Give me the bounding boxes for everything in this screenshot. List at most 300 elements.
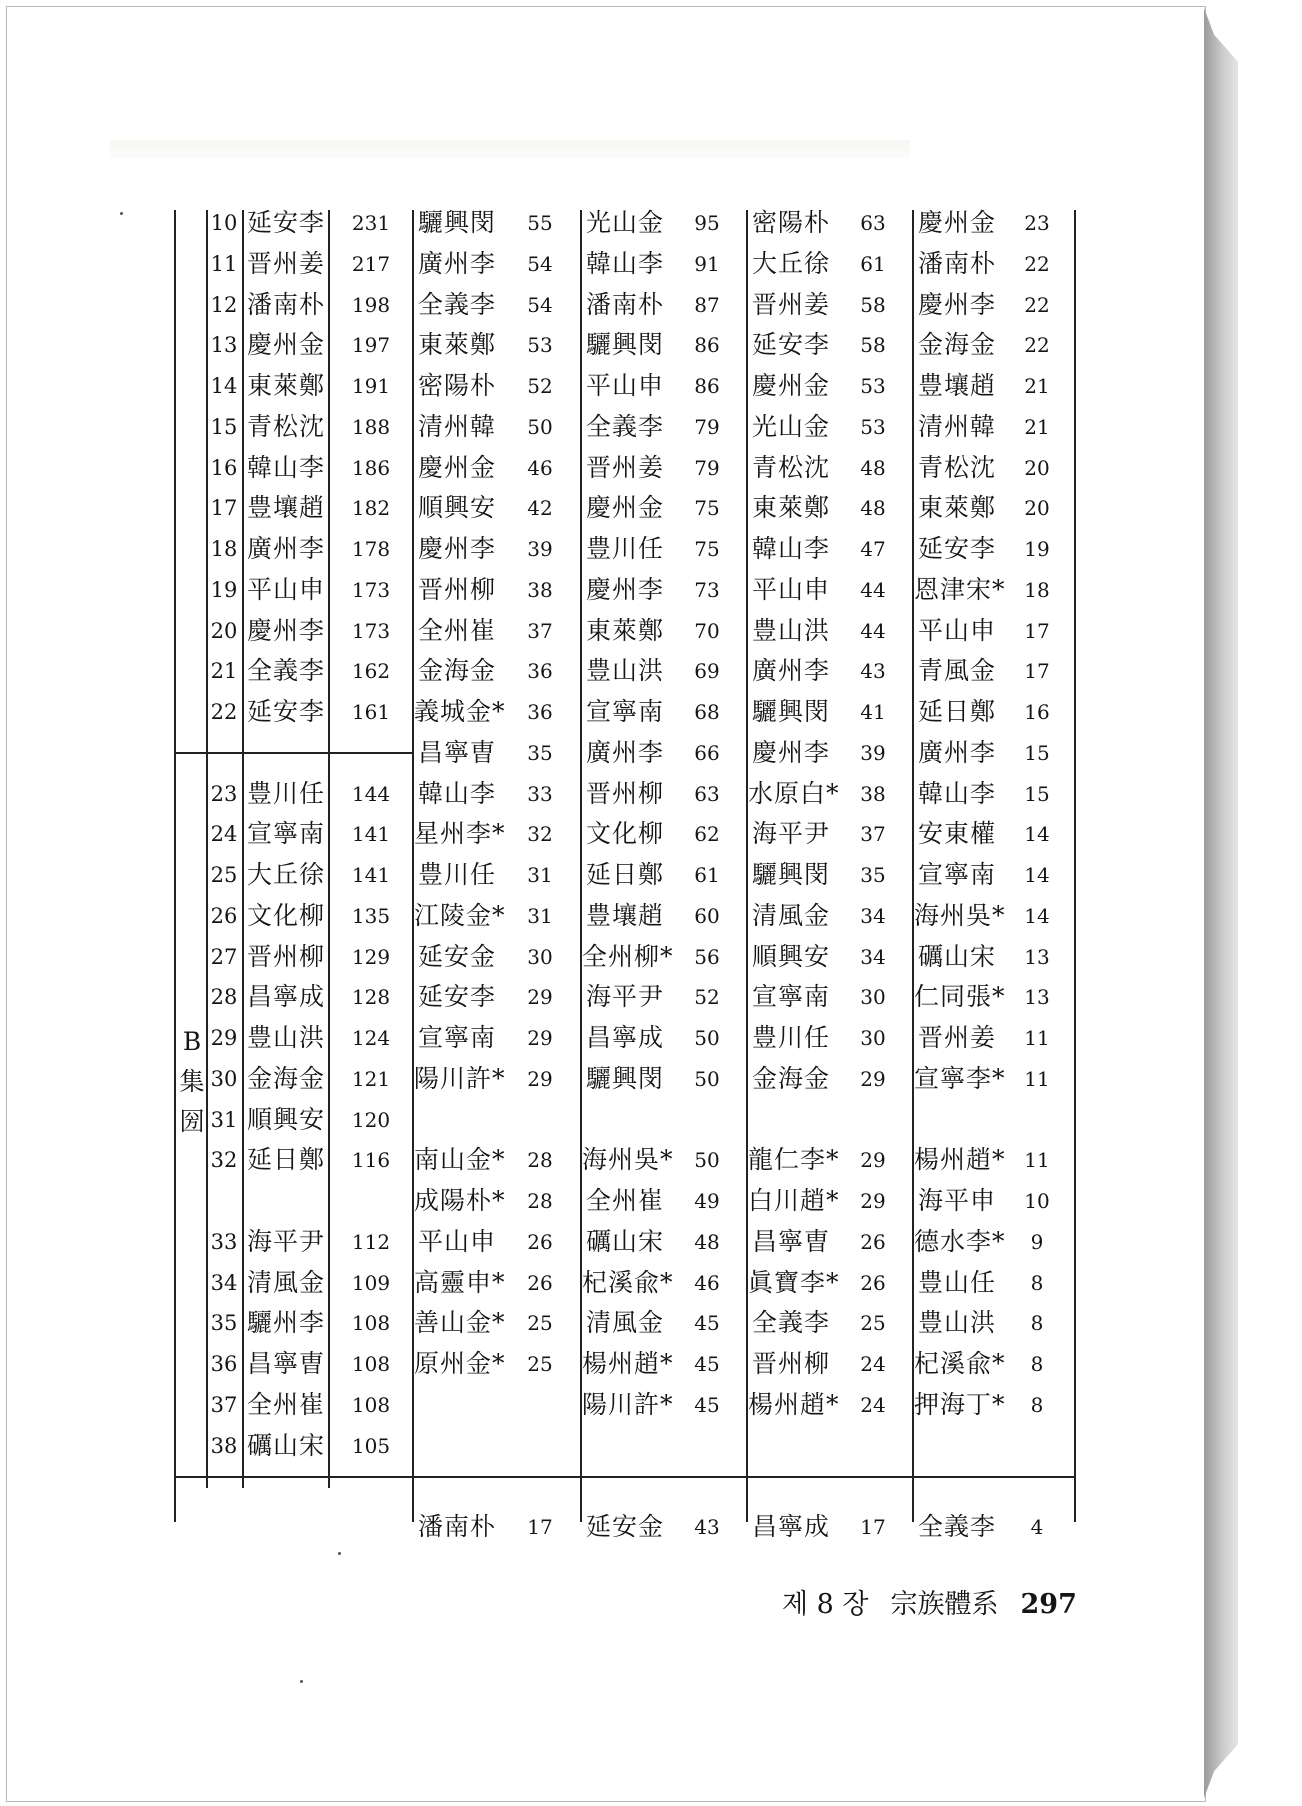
clan-name: 豊川任 (246, 778, 325, 808)
clan-name: 宣寧南 (585, 697, 664, 726)
household-count: 23 (1024, 211, 1050, 235)
clan-name: 平山申 (585, 371, 664, 400)
household-count: 25 (527, 1352, 553, 1376)
rank-number: 12 (210, 292, 238, 317)
scan-speck (120, 212, 123, 215)
clan-name: 平山申 (417, 1226, 496, 1256)
clan-name: 清風金 (246, 1267, 325, 1297)
clan-name: 豊川任 (751, 1023, 830, 1052)
household-count: 79 (694, 455, 720, 480)
rank-number: 23 (210, 781, 238, 806)
table-rule (1074, 210, 1076, 1522)
household-count: 50 (694, 1026, 720, 1050)
household-count: 8 (1030, 1392, 1044, 1417)
household-count: 105 (351, 1433, 391, 1458)
rank-number: 36 (210, 1352, 238, 1376)
clan-name: 大丘徐 (246, 860, 325, 889)
household-count: 31 (527, 863, 553, 887)
clan-name: 海平尹 (246, 1226, 325, 1256)
rank-number: 20 (210, 618, 238, 643)
household-count: 30 (527, 944, 553, 969)
clan-name: 昌寧曺 (246, 1349, 325, 1378)
household-count: 46 (527, 455, 553, 480)
household-count: 217 (351, 251, 391, 276)
table-rule (174, 1476, 1074, 1478)
household-count: 18 (1024, 577, 1050, 602)
household-count: 50 (694, 1066, 720, 1091)
clan-name: 慶州金 (917, 208, 996, 237)
rank-number: 10 (210, 211, 238, 235)
household-count: 20 (1024, 496, 1050, 521)
clan-name: 清風金 (751, 900, 830, 930)
clan-name: 全州柳* (582, 941, 674, 971)
household-count: 29 (527, 985, 553, 1010)
rank-number: 35 (210, 1311, 238, 1336)
clan-name: 延日鄭 (246, 1145, 325, 1175)
clan-name: 宣寧南 (246, 819, 325, 849)
rank-number: 25 (210, 863, 238, 887)
household-count: 21 (1024, 374, 1050, 398)
clan-name: 豊川任 (585, 534, 664, 563)
household-count: 124 (351, 1026, 391, 1050)
household-count: 42 (527, 496, 553, 521)
household-count: 50 (527, 414, 553, 439)
household-count: 9 (1030, 1229, 1044, 1254)
clan-name: 龍仁李* (748, 1145, 840, 1175)
clan-name: 義城金* (414, 697, 506, 726)
household-count: 162 (351, 659, 391, 684)
clan-name: 水原白* (748, 778, 840, 808)
household-count: 8 (1030, 1352, 1044, 1376)
household-count: 43 (694, 1515, 720, 1539)
household-count: 48 (694, 1229, 720, 1254)
household-count: 116 (351, 1148, 391, 1173)
clan-name: 慶州李 (417, 534, 496, 563)
clan-name: 韓山李 (585, 248, 664, 278)
clan-name: 廣州李 (246, 534, 325, 563)
clan-name: 延安李 (417, 982, 496, 1012)
clan-name: 星州李* (414, 819, 506, 849)
clan-name: 金海金 (917, 330, 996, 360)
clan-name: 全州崔 (417, 615, 496, 645)
group-label-char: 圀 (179, 1107, 205, 1136)
household-count: 58 (860, 292, 886, 317)
clan-name: 晋州柳 (751, 1349, 830, 1378)
rank-number: 33 (210, 1229, 238, 1254)
clan-name: 恩津宋* (914, 574, 1006, 604)
clan-name: 東萊鄭 (246, 371, 325, 400)
clan-name: 杞溪兪* (914, 1349, 1006, 1378)
clan-name: 清州韓 (917, 411, 996, 441)
rank-number: 31 (210, 1107, 238, 1132)
clan-name: 豊壤趙 (917, 371, 996, 400)
household-count: 8 (1030, 1270, 1044, 1295)
clan-name: 宣寧南 (751, 982, 830, 1012)
household-count: 75 (694, 496, 720, 521)
rank-number: 38 (210, 1433, 238, 1458)
clan-name: 慶州金 (585, 493, 664, 523)
clan-name: 平山申 (917, 615, 996, 645)
clan-name: 晋州柳 (417, 574, 496, 604)
clan-name: 全義李 (417, 289, 496, 319)
clan-name: 原州金* (414, 1349, 506, 1378)
household-count: 63 (860, 211, 886, 235)
household-count: 197 (351, 333, 391, 358)
household-count: 35 (860, 863, 886, 887)
household-count: 26 (860, 1270, 886, 1295)
household-count: 54 (527, 292, 553, 317)
household-count: 11 (1024, 1026, 1050, 1050)
clan-name: 仁同張* (914, 982, 1006, 1012)
clan-name: 杞溪兪* (582, 1267, 674, 1297)
clan-name: 楊州趙* (914, 1145, 1006, 1175)
household-count: 182 (351, 496, 391, 521)
clan-name: 延日鄭 (585, 860, 664, 889)
household-count: 63 (694, 781, 720, 806)
clan-name: 海平尹 (585, 982, 664, 1012)
clan-name: 順興安 (417, 493, 496, 523)
clan-name: 驪州李 (246, 1308, 325, 1338)
household-count: 29 (860, 1189, 886, 1213)
household-count: 21 (1024, 414, 1050, 439)
chapter-label: 제 8 장 (782, 1589, 869, 1620)
clan-name: 平山申 (246, 574, 325, 604)
household-count: 45 (694, 1352, 720, 1376)
household-count: 66 (694, 740, 720, 765)
household-count: 161 (351, 700, 391, 724)
clan-name: 慶州李 (751, 737, 830, 767)
household-count: 38 (527, 577, 553, 602)
household-count: 24 (860, 1352, 886, 1376)
rank-number: 27 (210, 944, 238, 969)
household-count: 30 (860, 1026, 886, 1050)
household-count: 54 (527, 251, 553, 276)
household-count: 41 (860, 700, 886, 724)
clan-name: 陽川許* (582, 1389, 674, 1419)
clan-name: 海平尹 (751, 819, 830, 849)
household-count: 26 (527, 1270, 553, 1295)
rank-number: 30 (210, 1066, 238, 1091)
clan-name: 楊州趙* (748, 1389, 840, 1419)
household-count: 48 (860, 455, 886, 480)
rank-number: 26 (210, 903, 238, 928)
household-count: 34 (860, 903, 886, 928)
clan-name: 豊山洪 (751, 615, 830, 645)
household-count: 14 (1024, 903, 1050, 928)
clan-name: 宣寧李* (914, 1063, 1006, 1093)
rank-number: 22 (210, 700, 238, 724)
household-count: 15 (1024, 781, 1050, 806)
household-count: 10 (1024, 1189, 1050, 1213)
clan-name: 礪山宋 (246, 1430, 325, 1460)
household-count: 26 (527, 1229, 553, 1254)
clan-name: 潘南朴 (246, 289, 325, 319)
clan-name: 密陽朴 (417, 371, 496, 400)
clan-name: 順興安 (246, 1104, 325, 1134)
clan-name: 潘南朴 (585, 289, 664, 319)
household-count: 37 (860, 822, 886, 847)
rank-number: 34 (210, 1270, 238, 1295)
page-edge-shadow (1204, 8, 1238, 1798)
clan-name: 驪興閔 (585, 330, 664, 360)
household-count: 231 (351, 211, 391, 235)
chapter-title: 宗族體系 (890, 1589, 999, 1620)
clan-name: 海州吳* (914, 900, 1006, 930)
clan-name: 全義李 (751, 1308, 830, 1338)
clan-name: 延安李 (246, 697, 325, 726)
clan-name: 礪山宋 (585, 1226, 664, 1256)
clan-name: 廣州李 (751, 656, 830, 686)
household-count: 14 (1024, 822, 1050, 847)
clan-name: 驪興閔 (751, 697, 830, 726)
clan-name: 宣寧南 (917, 860, 996, 889)
clan-name: 楊州趙* (582, 1349, 674, 1378)
household-count: 50 (694, 1148, 720, 1173)
household-count: 14 (1024, 863, 1050, 887)
clan-name: 東萊鄭 (917, 493, 996, 523)
household-count: 36 (527, 659, 553, 684)
household-count: 37 (527, 618, 553, 643)
household-count: 52 (527, 374, 553, 398)
household-count: 68 (694, 700, 720, 724)
household-count: 38 (860, 781, 886, 806)
household-count: 29 (527, 1026, 553, 1050)
household-count: 47 (860, 537, 886, 561)
clan-name: 平山申 (751, 574, 830, 604)
household-count: 32 (527, 822, 553, 847)
rank-number: 13 (210, 333, 238, 358)
rank-number: 18 (210, 537, 238, 561)
household-count: 35 (527, 740, 553, 765)
household-count: 129 (351, 944, 391, 969)
clan-name: 成陽朴* (414, 1186, 506, 1215)
household-count: 173 (351, 618, 391, 643)
household-count: 45 (694, 1392, 720, 1417)
household-count: 17 (860, 1515, 886, 1539)
clan-name: 南山金* (414, 1145, 506, 1175)
scan-smudge (110, 140, 910, 158)
household-count: 43 (860, 659, 886, 684)
clan-name: 延安李 (917, 534, 996, 563)
clan-name: 江陵金* (414, 900, 506, 930)
household-count: 45 (694, 1311, 720, 1336)
household-count: 8 (1030, 1311, 1044, 1336)
household-count: 39 (527, 537, 553, 561)
household-count: 55 (527, 211, 553, 235)
clan-name: 慶州金 (417, 452, 496, 482)
clan-name: 韓山李 (917, 778, 996, 808)
clan-name: 陽川許* (414, 1063, 506, 1093)
household-count: 112 (351, 1229, 391, 1254)
household-count: 121 (351, 1066, 391, 1091)
clan-name: 晋州姜 (246, 248, 325, 278)
household-count: 34 (860, 944, 886, 969)
household-count: 120 (351, 1107, 391, 1132)
household-count: 53 (860, 374, 886, 398)
clan-name: 廣州李 (917, 737, 996, 767)
household-count: 29 (860, 1066, 886, 1091)
clan-name: 東萊鄭 (417, 330, 496, 360)
household-count: 36 (527, 700, 553, 724)
household-count: 31 (527, 903, 553, 928)
clan-name: 豊山任 (917, 1267, 996, 1297)
clan-name: 全義李 (246, 656, 325, 686)
clan-name: 白川趙* (748, 1186, 840, 1215)
clan-name: 東萊鄭 (585, 615, 664, 645)
household-count: 144 (351, 781, 391, 806)
clan-name: 廣州李 (417, 248, 496, 278)
household-count: 11 (1024, 1066, 1050, 1091)
clan-name: 潘南朴 (417, 1512, 496, 1541)
rank-number: 19 (210, 577, 238, 602)
household-count: 69 (694, 659, 720, 684)
household-count: 46 (694, 1270, 720, 1295)
clan-name: 延日鄭 (917, 697, 996, 726)
clan-name: 清州韓 (417, 411, 496, 441)
clan-name: 延安李 (751, 330, 830, 360)
clan-name: 晋州姜 (917, 1023, 996, 1052)
clan-name: 晋州姜 (751, 289, 830, 319)
household-count: 22 (1024, 251, 1050, 276)
household-count: 173 (351, 577, 391, 602)
clan-name: 慶州李 (585, 574, 664, 604)
household-count: 79 (694, 414, 720, 439)
household-count: 11 (1024, 1148, 1050, 1173)
household-count: 87 (694, 292, 720, 317)
clan-name: 順興安 (751, 941, 830, 971)
household-count: 24 (860, 1392, 886, 1417)
rank-number: 24 (210, 822, 238, 847)
rank-number: 21 (210, 659, 238, 684)
clan-name: 慶州李 (246, 615, 325, 645)
household-count: 13 (1024, 944, 1050, 969)
rank-number: 28 (210, 985, 238, 1010)
household-count: 33 (527, 781, 553, 806)
rank-number: 15 (210, 414, 238, 439)
household-count: 135 (351, 903, 391, 928)
household-count: 141 (351, 822, 391, 847)
household-count: 86 (694, 374, 720, 398)
clan-name: 廣州李 (585, 737, 664, 767)
household-count: 49 (694, 1189, 720, 1213)
clan-name: 驪興閔 (751, 860, 830, 889)
group-label-char: 集 (179, 1067, 205, 1096)
household-count: 178 (351, 537, 391, 561)
clan-name: 全州崔 (585, 1186, 664, 1215)
clan-name: 青松沈 (917, 452, 996, 482)
household-count: 29 (860, 1148, 886, 1173)
household-count: 28 (527, 1148, 553, 1173)
household-count: 20 (1024, 455, 1050, 480)
clan-name: 晋州柳 (585, 778, 664, 808)
household-count: 53 (860, 414, 886, 439)
clan-name: 德水李* (914, 1226, 1006, 1256)
clan-name: 豊川任 (417, 860, 496, 889)
clan-name: 韓山李 (417, 778, 496, 808)
clan-name: 眞寶李* (748, 1267, 840, 1297)
clan-name: 金海金 (417, 656, 496, 686)
household-count: 61 (694, 863, 720, 887)
scan-speck (300, 1680, 303, 1683)
clan-name: 文化柳 (585, 819, 664, 849)
rank-number: 29 (210, 1026, 238, 1050)
group-label-char: B (182, 1027, 202, 1056)
household-count: 16 (1024, 700, 1050, 724)
household-count: 75 (694, 537, 720, 561)
clan-name: 驪興閔 (417, 208, 496, 237)
page-number: 297 (1020, 1589, 1077, 1620)
household-count: 48 (860, 496, 886, 521)
clan-name: 潘南朴 (917, 248, 996, 278)
household-count: 19 (1024, 537, 1050, 561)
household-count: 4 (1030, 1515, 1044, 1539)
clan-name: 昌寧曺 (751, 1226, 830, 1256)
clan-name: 晋州姜 (585, 452, 664, 482)
household-count: 108 (351, 1311, 391, 1336)
clan-name: 豊山洪 (585, 656, 664, 686)
household-count: 109 (351, 1270, 391, 1295)
clan-name: 延安李 (246, 208, 325, 237)
clan-name: 青松沈 (751, 452, 830, 482)
household-count: 60 (694, 903, 720, 928)
clan-name: 豊山洪 (246, 1023, 325, 1052)
household-count: 25 (527, 1311, 553, 1336)
clan-name: 晋州柳 (246, 941, 325, 971)
clan-name: 昌寧成 (751, 1512, 830, 1541)
clan-name: 清風金 (585, 1308, 664, 1338)
table-rule (174, 752, 412, 754)
clan-name: 光山金 (585, 208, 664, 237)
household-count: 191 (351, 374, 391, 398)
clan-name: 光山金 (751, 411, 830, 441)
clan-name: 大丘徐 (751, 248, 830, 278)
household-count: 25 (860, 1311, 886, 1336)
scan-speck (338, 1552, 341, 1555)
clan-name: 全義李 (585, 411, 664, 441)
clan-name: 昌寧成 (246, 982, 325, 1012)
clan-name: 延安金 (585, 1512, 664, 1541)
household-count: 28 (527, 1189, 553, 1213)
household-count: 22 (1024, 292, 1050, 317)
household-count: 70 (694, 618, 720, 643)
household-count: 95 (694, 211, 720, 235)
clan-name: 海州吳* (582, 1145, 674, 1175)
rank-number: 37 (210, 1392, 238, 1417)
clan-name: 礪山宋 (917, 941, 996, 971)
household-count: 91 (694, 251, 720, 276)
clan-name: 密陽朴 (751, 208, 830, 237)
clan-name: 慶州李 (917, 289, 996, 319)
clan-name: 青松沈 (246, 411, 325, 441)
household-count: 198 (351, 292, 391, 317)
household-count: 44 (860, 577, 886, 602)
clan-name: 豊山洪 (917, 1308, 996, 1338)
household-count: 22 (1024, 333, 1050, 358)
household-count: 13 (1024, 985, 1050, 1010)
clan-name: 延安金 (417, 941, 496, 971)
household-count: 141 (351, 863, 391, 887)
table-rule (174, 210, 176, 1522)
household-count: 128 (351, 985, 391, 1010)
household-count: 17 (1024, 618, 1050, 643)
clan-name: 青風金 (917, 656, 996, 686)
clan-name: 押海丁* (914, 1389, 1006, 1419)
clan-name: 慶州金 (751, 371, 830, 400)
clan-name: 高靈申* (414, 1267, 506, 1297)
household-count: 188 (351, 414, 391, 439)
clan-name: 豊壤趙 (246, 493, 325, 523)
clan-name: 韓山李 (751, 534, 830, 563)
